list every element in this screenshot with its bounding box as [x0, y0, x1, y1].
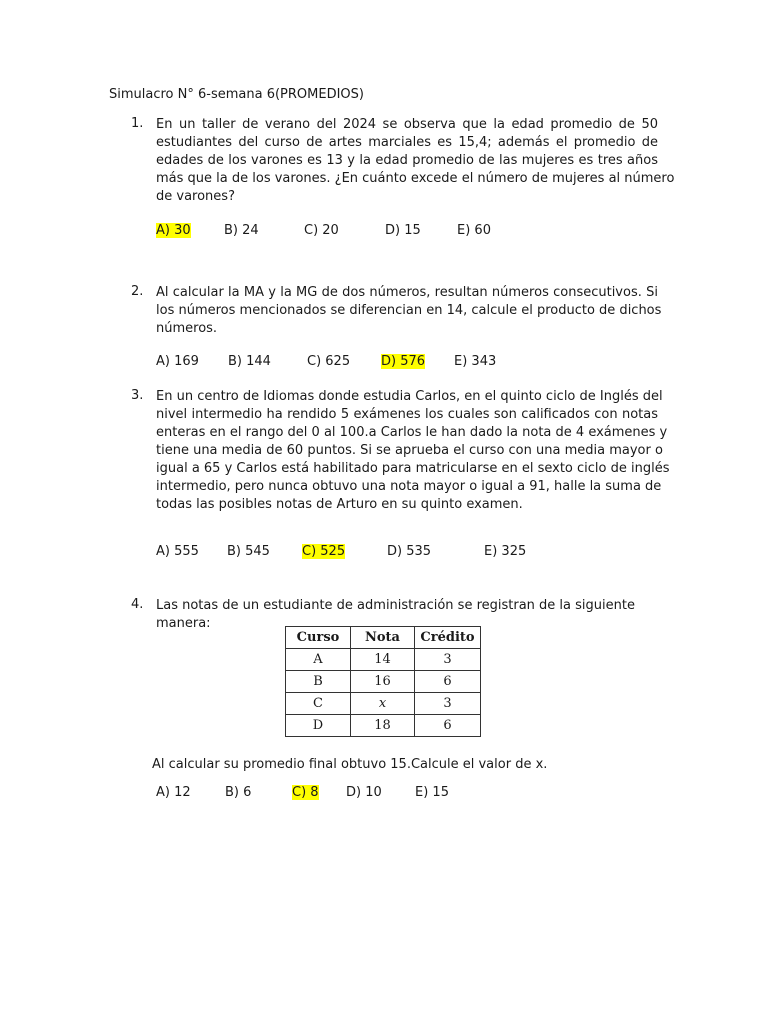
- option-c: C) 525: [302, 544, 346, 559]
- question-2-line: números.: [156, 321, 218, 336]
- question-3-line: igual a 65 y Carlos está habilitado para matricularse en el sexto ciclo de inglés: [156, 461, 670, 476]
- question-1-number: 1.: [131, 116, 144, 131]
- header-curso: Curso: [286, 627, 351, 649]
- question-3-line: nivel intermedio ha rendido 5 exámenes los cuales son calificados con notas: [156, 407, 658, 422]
- option-b: B) 545: [227, 544, 270, 559]
- question-3-line: tiene una media de 60 puntos. Si se aprueba el curso con una media mayor o: [156, 443, 663, 458]
- option-a: A) 169: [156, 354, 199, 369]
- table-cell: D: [286, 715, 351, 737]
- question-2-number: 2.: [131, 284, 144, 299]
- question-3-line: En un centro de Idiomas donde estudia Carlos, en el quinto ciclo de Inglés del: [156, 389, 663, 404]
- table-cell: 6: [415, 671, 481, 693]
- table-cell: 3: [415, 649, 481, 671]
- question-3-line: todas las posibles notas de Arturo en su quinto examen.: [156, 497, 523, 512]
- header-credito: Crédito: [415, 627, 481, 649]
- table-cell: A: [286, 649, 351, 671]
- option-e: E) 325: [484, 544, 527, 559]
- question-3-line: enteras en el rango del 0 al 100.a Carlos le han dado la nota de 4 exámenes y: [156, 425, 668, 440]
- option-b: B) 6: [225, 785, 252, 800]
- question-3-text: [156, 388, 670, 514]
- table-cell: 14: [351, 649, 415, 671]
- question-1-text: [156, 116, 675, 206]
- table-cell: x: [351, 693, 415, 715]
- table-cell: B: [286, 671, 351, 693]
- question-1-line: En un taller de verano del 2024 se observa que la edad promedio de 50: [156, 117, 658, 132]
- question-4-line: manera:: [156, 616, 211, 631]
- option-e: E) 343: [454, 354, 497, 369]
- table-cell: 16: [351, 671, 415, 693]
- question-3-line: intermedio, pero nunca obtuvo una nota mayor o igual a 91, halle la suma de: [156, 479, 662, 494]
- document-title: Simulacro N° 6-semana 6(PROMEDIOS): [109, 87, 364, 102]
- option-b: B) 144: [228, 354, 271, 369]
- header-nota: Nota: [351, 627, 415, 649]
- table-cell: 18: [351, 715, 415, 737]
- question-1-line: más que la de los varones. ¿En cuánto excede el número de mujeres al número: [156, 171, 675, 186]
- question-2-line: los números mencionados se diferencian en 14, calcule el producto de dichos: [156, 303, 662, 318]
- table-cell: 6: [415, 715, 481, 737]
- option-d: D) 576: [381, 354, 426, 369]
- option-a: A) 12: [156, 785, 191, 800]
- question-4-number: 4.: [131, 597, 144, 612]
- question-4-followup: Al calcular su promedio final obtuvo 15.Calcule el valor de x.: [152, 757, 548, 772]
- option-d: D) 15: [385, 223, 421, 238]
- table-row: [286, 715, 481, 737]
- question-2-line: Al calcular la MA y la MG de dos números, resultan números consecutivos. Si: [156, 285, 658, 300]
- option-a: A) 30: [156, 223, 191, 238]
- option-c: C) 8: [292, 785, 319, 800]
- table-header-row: [286, 627, 481, 649]
- question-1-line: estudiantes del curso de artes marciales es 15,4; además el promedio de: [156, 135, 658, 150]
- option-d: D) 535: [387, 544, 432, 559]
- option-b: B) 24: [224, 223, 259, 238]
- option-e: E) 60: [457, 223, 491, 238]
- question-4-line: Las notas de un estudiante de administración se registran de la siguiente: [156, 598, 635, 613]
- option-e: E) 15: [415, 785, 449, 800]
- table-row: [286, 693, 481, 715]
- grades-table: [285, 626, 481, 737]
- table-cell: C: [286, 693, 351, 715]
- question-1-line: edades de los varones es 13 y la edad promedio de las mujeres es tres años: [156, 153, 658, 168]
- table-cell: 3: [415, 693, 481, 715]
- option-a: A) 555: [156, 544, 199, 559]
- table-row: [286, 671, 481, 693]
- option-d: D) 10: [346, 785, 382, 800]
- question-2-text: [156, 284, 662, 338]
- table-row: [286, 649, 481, 671]
- question-3-number: 3.: [131, 388, 144, 403]
- option-c: C) 20: [304, 223, 339, 238]
- question-1-line: de varones?: [156, 189, 235, 204]
- option-c: C) 625: [307, 354, 351, 369]
